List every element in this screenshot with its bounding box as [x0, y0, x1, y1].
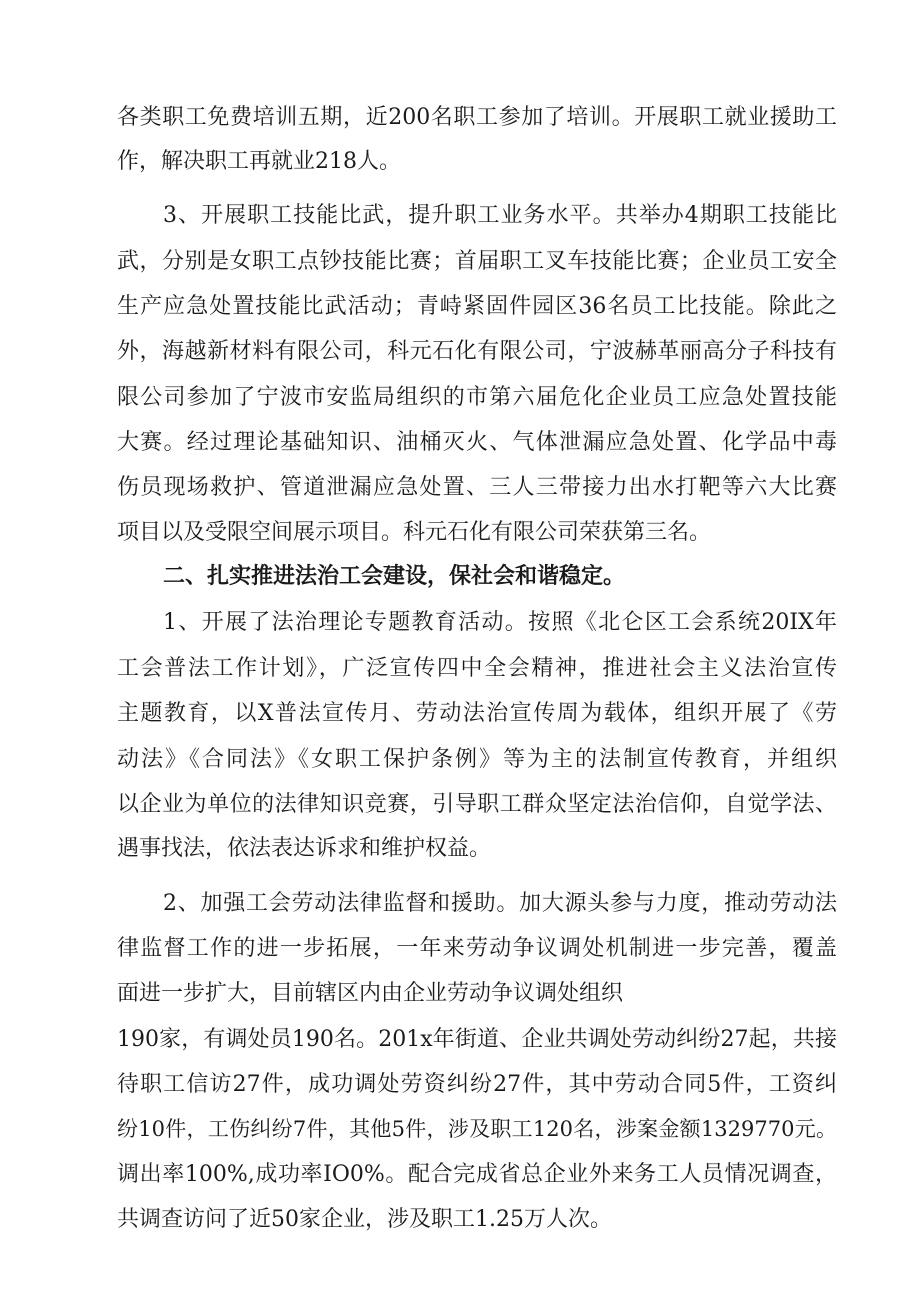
text-line: 主题教育，以X普法宣传月、劳动法治宣传周为载体，组织开展了《劳 — [117, 701, 837, 726]
text-line: 武，分别是女职工点钞技能比赛；首届职工叉车技能比赛；企业员工安全 — [117, 249, 837, 274]
text-line: 190家，有调处员190名。201x年街道、企业共调处劳动纠纷27起，共接 — [117, 1027, 837, 1052]
text-line: 调出率100%,成功率IO0%。配合完成省总企业外来务工人员情况调查， — [117, 1162, 837, 1187]
text-line: 纷10件，工伤纠纷7件，其他5件，涉及职工120名，涉案金额1329770元。 — [117, 1117, 837, 1141]
text-line: 作，解决职工再就业218人。 — [117, 149, 401, 174]
text-line: 伤员现场救护、管道泄漏应急处置、三人三带接力出水打靶等六大比赛 — [117, 475, 837, 500]
text-line: 动法》《合同法》《女职工保护条例》等为主的法制宣传教育，并组织 — [117, 747, 837, 772]
text-line: 各类职工免费培训五期，近200名职工参加了培训。开展职工就业援助工 — [117, 105, 837, 130]
text-line: 共调查访问了近50家企业，涉及职工1.25万人次。 — [117, 1207, 612, 1232]
text-line: 面进一步扩大，目前辖区内由企业劳动争议调处组织 — [117, 981, 624, 1006]
text-line: 以企业为单位的法律知识竞赛，引导职工群众坚定法治信仰，自觉学法、 — [117, 792, 837, 817]
text-line: 生产应急处置技能比武活动；青峙紧固件园区36名员工比技能。除此之 — [117, 294, 837, 319]
text-line: 待职工信访27件，成功调处劳资纠纷27件，其中劳动合同5件，工资纠 — [117, 1072, 837, 1097]
text-line: 3、开展职工技能比武，提升职工业务水平。共举办4期职工技能比 — [163, 203, 837, 228]
text-line: 2、加强工会劳动法律监督和援助。加大源头参与力度，推动劳动法 — [163, 891, 837, 916]
text-line: 1、开展了法治理论专题教育活动。按照《北仑区工会系统20IX年 — [163, 610, 837, 635]
section-heading: 二、扎实推进法治工会建设，保社会和谐稳定。 — [163, 564, 626, 589]
text-line: 遇事找法，依法表达诉求和维护权益。 — [117, 836, 492, 861]
text-line: 限公司参加了宁波市安监局组织的市第六届危化企业员工应急处置技能 — [117, 385, 837, 410]
text-line: 律监督工作的进一步拓展，一年来劳动争议调处机制进一步完善，覆盖 — [117, 936, 837, 961]
text-line: 外，海越新材料有限公司，科元石化有限公司，宁波赫革丽高分子科技有 — [117, 339, 837, 364]
text-line: 大赛。经过理论基础知识、油桶灭火、气体泄漏应急处置、化学品中毒 — [117, 430, 837, 455]
text-line: 项目以及受限空间展示项目。科元石化有限公司荣获第三名。 — [117, 520, 712, 545]
text-line: 工会普法工作计划》，广泛宣传四中全会精神，推进社会主义法治宣传 — [117, 656, 837, 681]
